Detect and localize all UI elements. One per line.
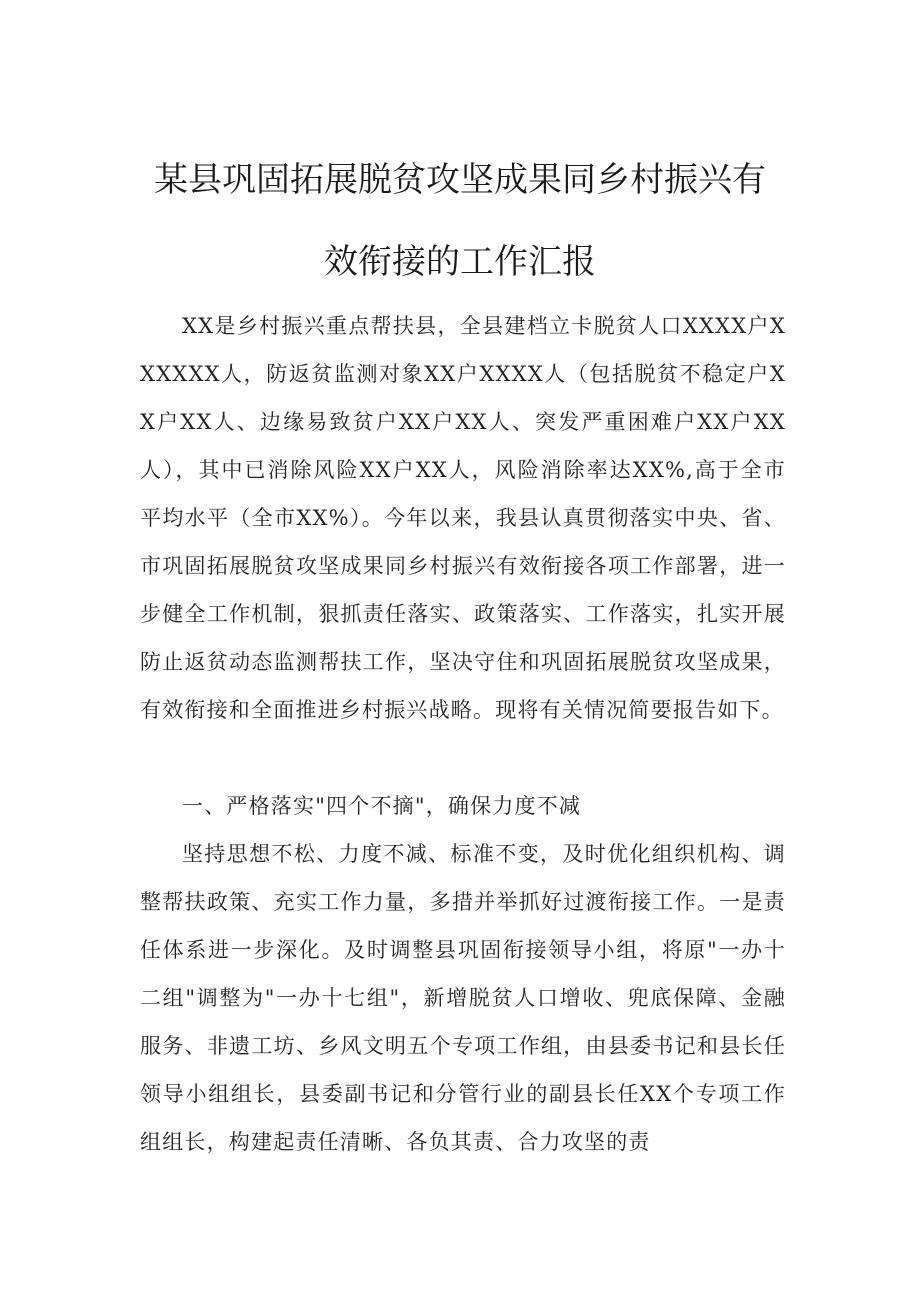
- intro-paragraph: XX是乡村振兴重点帮扶县，全县建档立卡脱贫人口XXXX户XXXXXX人，防返贫监测对象XX户XXXX人（包括脱贫不稳定户XX户XX人、边缘易致贫户XX户XX人、突发严重困难户XX户XX人），其中已消除风险XX户XX人，风险消除率达XX%,高于全市平均水平（全市XX%）。今年以来，我县认真贯彻落实中央、省、市巩固拓展脱贫攻坚成果同乡村振兴有效衔接各项工作部署，进一步健全工作机制，狠抓责任落实、政策落实、工作落实，扎实开展防止返贫动态监测帮扶工作，坚决守住和巩固拓展脱贫攻坚成果，有效衔接和全面推进乡村振兴战略。现将有关情况简要报告如下。: [140, 314, 786, 722]
- section-1-paragraph: 坚持思想不松、力度不减、标准不变，及时优化组织机构、调整帮扶政策、充实工作力量，多措并举抓好过渡衔接工作。一是责任体系进一步深化。及时调整县巩固衔接领导小组，将原"一办十二组"调整为"一办十七组"，新增脱贫人口增收、兜底保障、金融服务、非遗工坊、乡风文明五个专项工作组，由县委书记和县长任领导小组组长，县委副书记和分管行业的副县长任XX个专项工作组组长，构建起责任清晰、各负其责、合力攻坚的责: [140, 842, 786, 1154]
- section-heading-1: 一、严格落实"四个不摘"，确保力度不减: [182, 794, 582, 818]
- document-title-line-1: 某县巩固拓展脱贫攻坚成果同乡村振兴有: [154, 160, 766, 200]
- document-title-line-2: 效衔接的工作汇报: [324, 242, 596, 282]
